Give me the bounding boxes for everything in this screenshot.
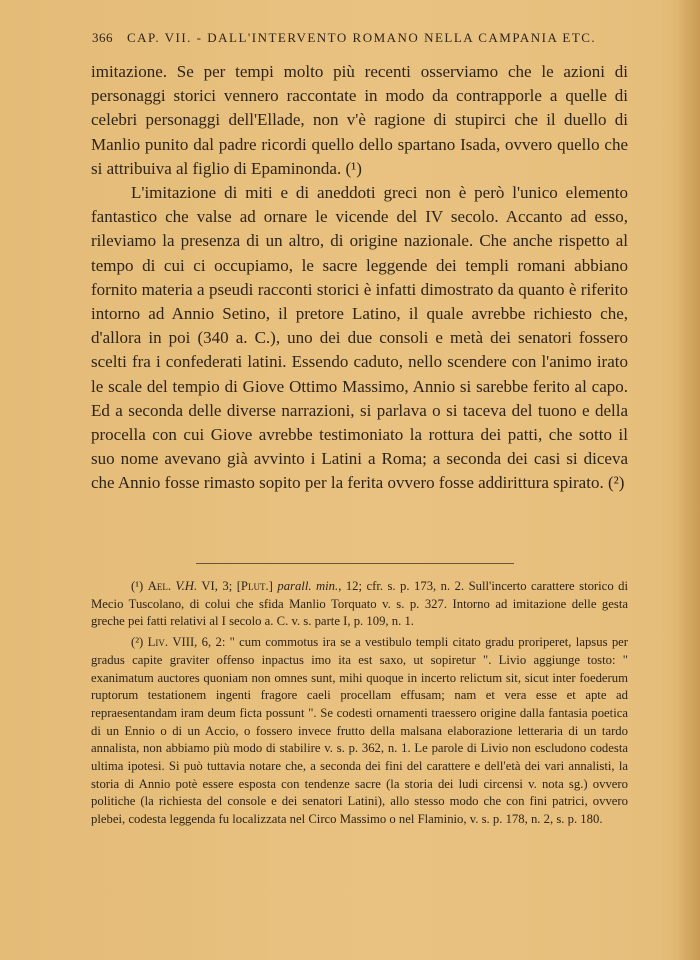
- footnote-1-mark: (¹): [131, 579, 144, 593]
- footnote-1-work: V.H.: [175, 579, 198, 593]
- running-header: [92, 30, 632, 54]
- page-edge-shadow: [678, 0, 700, 960]
- paragraph-2: L'imitazione di miti e di aneddoti greci non è però l'unico elemento fantastico che valse ad ornare le vicende del IV secolo. Accanto ad esso, rileviamo la presenza di un altro, di origine nazionale. Che anche rispetto al tempo di cui ci occupiamo, le sacre leggende dei templi romani abbiano fornito materia a pseudi racconti storici è infatti dimostrato da quanto è riferito intorno ad Annio Setino, il pretore Latino, il quale avrebbe richiesto che, d'allora in poi (340 a. C.), uno dei due consoli e metà dei senatori fossero scelti fra i confederati latini. Essendo caduto, nello scendere con l'animo irato le scale del tempio di Giove Ottimo Massimo, Annio si sarebbe ferito al capo. Ed a seconda delle diverse narrazioni, si parlava o si taceva del tuono e della procella con cui Giove avrebbe testimoniato la rottura dei patti, che sotto il suo nome avevano già avvinto i Latini a Roma; a seconda dei casi si diceva che Annio fosse rimasto sopito per la ferita ovvero fosse addirittura spirato. (²): [91, 183, 628, 493]
- footnote-1-text-c: , 12; cfr. s. p. 173, n. 2. Sull'incerto carattere storico di Mecio Tuscolano, di colui che sfida Manlio Torquato v. s. p. 327. Intorno ad imitazione delle gesta greche pei fatti relativi al I secolo a. C. v. s. parte I, p. 109, n. 1.: [91, 579, 628, 629]
- footnote-2-author: Liv.: [147, 635, 169, 650]
- footnote-1: [91, 578, 628, 631]
- page-number: 366: [92, 30, 113, 45]
- footnote-1-work-2: parall. min.: [277, 579, 339, 593]
- footnote-2-text: VIII, 6, 2: " cum commotus ira se a vestibulo templi citato gradu proriperet, lapsus per gradus capite graviter offenso inpactus imo ita est saxo, ut sopiretur ". Livio aggiunge tosto: " exanimatum auctores quoniam non omnes sunt, mihi quoque in incerto relictum sit, sicut inter foederum ruptorum testationem ingenti fragore caeli procellam effusam; nam et vera esse et apte ad repraesentandam iram deum ficta possunt ". Se codesti ornamenti traessero origine dalla fantasia poetica di un Ennio o di un Accio, o fossero invece frutto della malsana elaborazione letteraria di un tardo annalista, non abbiamo più modo di stabilire v. s. p. 362, n. 1. Le parole di Livio non escludono codesta ultima ipotesi. Si può tuttavia notare che, a seconda dei fini del carattere e dell'età dei vari annalisti, la storia di Annio potè essere esposta con tendenze sacre (la storia dei ludi circensi v. nota sg.) ovvero politiche (la richiesta del console e dei senatori Latini), allo stesso modo che con fini patrici, ovvero plebei, codesta leggenda fu localizzata nel Circo Massimo o nel Flaminio, v. s. p. 178, n. 2, s. p. 180.: [91, 635, 629, 827]
- running-title: CAP. VII. - DALL'INTERVENTO ROMANO NELLA CAMPANIA ETC.: [127, 30, 597, 45]
- footnote-2: [91, 634, 628, 829]
- paragraph-1: imitazione. Se per tempi molto più recenti osserviamo che le azioni di personaggi storici vennero raccontate in modo da contrapporle a quelle di celebri personaggi dell'Ellade, non v'è ragione di stupirci che il duello di Manlio punito dal padre ricordi quello dello spartano Isada, ovvero quello che si attribuiva al figlio di Epaminonda. (¹): [91, 62, 628, 178]
- footnote-2-mark: (²): [131, 635, 144, 650]
- footnote-separator: [196, 563, 514, 564]
- footnote-1-author: Ael.: [147, 579, 172, 593]
- footnote-1-text-b: ]: [268, 579, 278, 593]
- main-text: [91, 60, 628, 496]
- footnote-1-text-a: VI, 3; [: [197, 579, 241, 593]
- footnote-1-plutarch: Plut.: [240, 579, 269, 593]
- footnotes: [91, 578, 628, 829]
